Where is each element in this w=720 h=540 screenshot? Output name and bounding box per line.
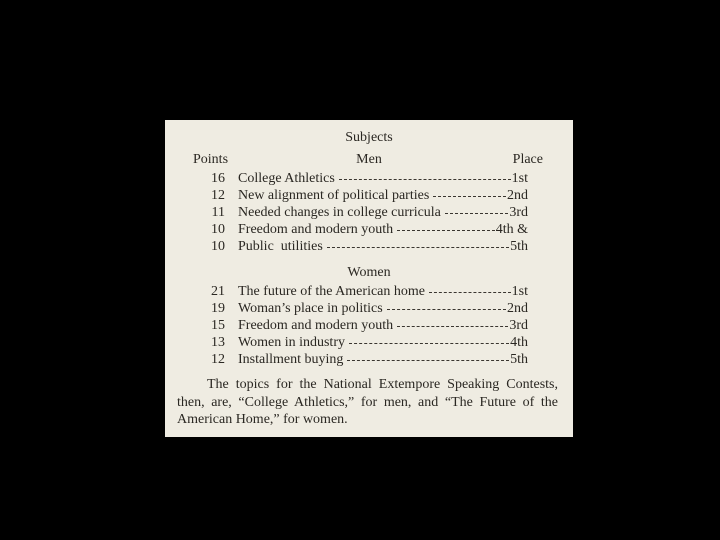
subject-title: New alignment of political parties — [238, 188, 430, 203]
points-value: 10 — [211, 222, 225, 237]
subject-title: The future of the American home — [238, 284, 425, 299]
dotted-leader — [349, 343, 509, 344]
dotted-leader — [339, 179, 511, 180]
men-row — [165, 238, 573, 255]
dotted-leader — [429, 292, 511, 293]
place-value: 5th — [510, 239, 528, 254]
place-value: 1st — [511, 171, 528, 186]
women-row — [165, 351, 573, 368]
place-value: 5th — [510, 352, 528, 367]
subject-title: College Athletics — [238, 171, 335, 186]
place-value: 3rd — [509, 318, 528, 333]
men-row — [165, 187, 573, 204]
dotted-leader — [347, 360, 509, 361]
points-value: 21 — [211, 284, 225, 299]
subject-title: Women in industry — [238, 335, 345, 350]
subject-title: Installment buying — [238, 352, 344, 367]
place-value: 2nd — [507, 188, 528, 203]
dotted-leader — [327, 247, 509, 248]
dotted-leader — [387, 309, 506, 310]
points-value: 13 — [211, 335, 225, 350]
men-row — [165, 170, 573, 187]
women-row — [165, 334, 573, 351]
women-row — [165, 283, 573, 300]
place-value: 4th & — [495, 222, 528, 237]
points-value: 19 — [211, 301, 225, 316]
place-value: 2nd — [507, 301, 528, 316]
dotted-leader — [445, 213, 508, 214]
dotted-leader — [433, 196, 506, 197]
points-value: 10 — [211, 239, 225, 254]
points-value: 11 — [211, 205, 225, 220]
women-row — [165, 317, 573, 334]
subject-title: Woman’s place in politics — [238, 301, 383, 316]
points-value: 16 — [211, 171, 225, 186]
points-column-header: Points — [193, 152, 229, 167]
men-row — [165, 204, 573, 221]
place-value: 1st — [511, 284, 528, 299]
place-value: 4th — [510, 335, 528, 350]
subject-title: Needed changes in college curricula — [238, 205, 441, 220]
women-row — [165, 300, 573, 317]
place-column-header: Place — [512, 152, 543, 167]
subject-title: Freedom and modern youth — [238, 222, 394, 237]
dotted-leader — [397, 326, 508, 327]
points-value: 15 — [211, 318, 225, 333]
conclusion-paragraph: The topics for the National Extempore Speaking Contests, then, are, “College Athletics,” for men, and “The Future of the American Home,” for women. — [177, 377, 558, 427]
points-value: 12 — [211, 352, 225, 367]
place-value: 3rd — [509, 205, 528, 220]
men-row — [165, 221, 573, 238]
women-section-header: Women — [347, 265, 391, 280]
dotted-leader — [397, 230, 495, 231]
subject-title: Freedom and modern youth — [238, 318, 394, 333]
subject-title: Public utilities — [238, 239, 323, 254]
document-page — [165, 120, 573, 437]
page-title: Subjects — [345, 130, 393, 145]
points-value: 12 — [211, 188, 225, 203]
men-section-header: Men — [356, 152, 382, 167]
